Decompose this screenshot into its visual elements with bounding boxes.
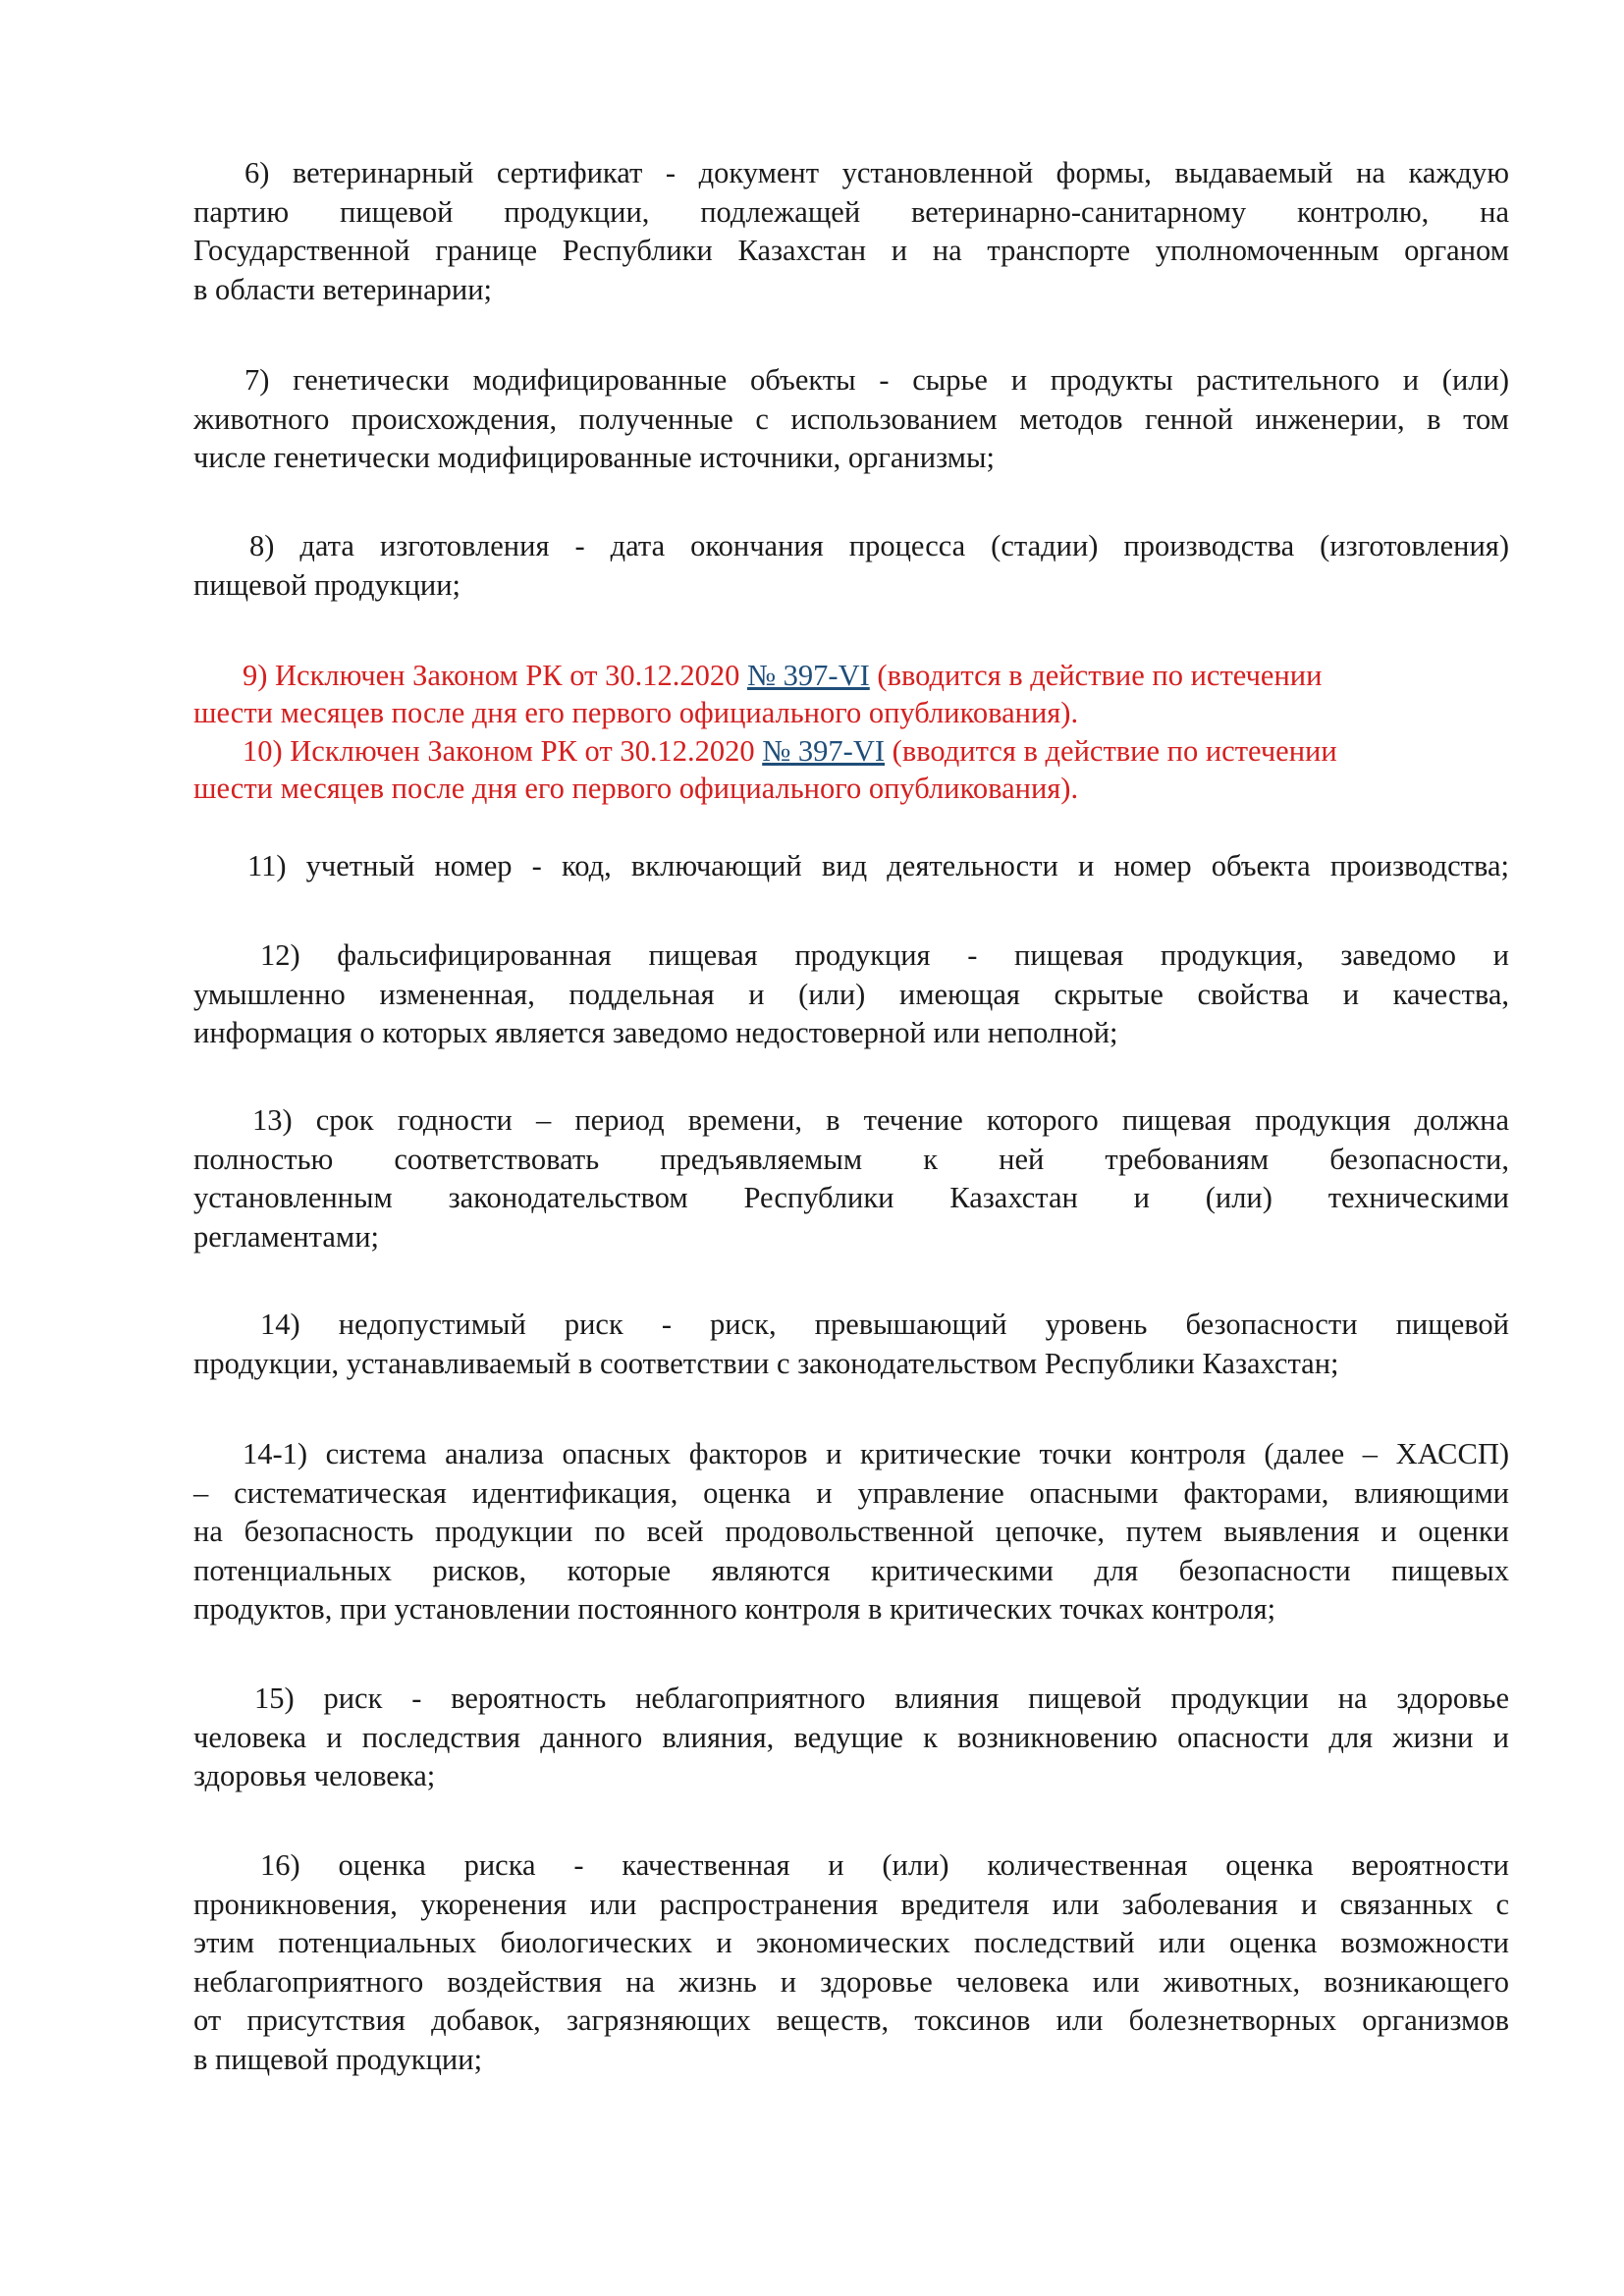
text-line: шести месяцев после дня его первого официального опубликования).: [193, 695, 1079, 729]
text-line: 14) недопустимый риск - риск, превышающий уровень безопасности пищевой: [260, 1308, 1509, 1341]
paragraph-14-1: [193, 1435, 1509, 1629]
text-line: 12) фальсифицированная пищевая продукция - пищевая продукция, заведомо и: [260, 938, 1509, 972]
text-line: от присутствия добавок, загрязняющих веществ, токсинов или болезнетворных организмов: [193, 2003, 1509, 2037]
excluded-suffix: (вводится в действие по истечении: [892, 734, 1337, 768]
text-line: проникновения, укоренения или распространения вредителя или заболевания и связанных с: [193, 1887, 1509, 1921]
text-line: 7) генетически модифицированные объекты - сырье и продукты растительного и (или): [244, 363, 1509, 397]
paragraph-15: [193, 1680, 1509, 1796]
text-line: 13) срок годности – период времени, в течение которого пищевая продукция должна: [252, 1103, 1509, 1137]
text-line: шести месяцев после дня его первого официального опубликования).: [193, 771, 1079, 805]
law-link[interactable]: № 397-VI: [762, 734, 886, 768]
paragraph-11: [193, 847, 1509, 886]
paragraph-7: [193, 361, 1509, 478]
text-line: 8) дата изготовления - дата окончания процесса (стадии) производства (изготовления): [249, 529, 1509, 562]
text-line: человека и последствия данного влияния, ведущие к возникновению опасности для жизни и: [193, 1720, 1509, 1754]
text-line: пищевой продукции;: [193, 567, 461, 602]
text-line: этим потенциальных биологических и экономических последствий или оценка возможности: [193, 1926, 1509, 1959]
excluded-paragraph-10: [193, 732, 1509, 808]
text-line: умышленно измененная, поддельная и (или) имеющая скрытые свойства и качества,: [193, 977, 1509, 1011]
text-line: 15) риск - вероятность неблагоприятного влияния пищевой продукции на здоровье: [254, 1682, 1509, 1715]
text-line: информация о которых является заведомо недостоверной или неполной;: [193, 1016, 1118, 1049]
text-line: потенциальных рисков, которые являются критическими для безопасности пищевых: [193, 1553, 1509, 1587]
text-line: установленным законодательством Республики Казахстан и (или) техническими: [193, 1181, 1509, 1214]
text-line: числе генетически модифицированные источники, организмы;: [193, 441, 995, 474]
excluded-prefix: 9) Исключен Законом РК от 30.12.2020: [243, 659, 740, 692]
paragraph-16: [193, 1846, 1509, 2079]
text-line: 6) ветеринарный сертификат - документ установленной формы, выдаваемый на каждую: [244, 156, 1509, 189]
text-line: – систематическая идентификация, оценка и управление опасными факторами, влияющими: [193, 1475, 1509, 1510]
text-line: полностью соответствовать предъявляемым к ней требованиям безопасности,: [193, 1142, 1509, 1176]
text-line: в области ветеринарии;: [193, 272, 493, 306]
paragraph-6: [193, 154, 1509, 309]
text-line: продукции, устанавливаемый в соответствии с законодательством Республики Казахстан;: [193, 1346, 1339, 1380]
excluded-paragraph-9: [193, 657, 1509, 732]
paragraph-13: [193, 1101, 1509, 1256]
paragraph-8: [193, 527, 1509, 605]
text-line: в пищевой продукции;: [193, 2042, 483, 2076]
text-line: регламентами;: [193, 1219, 380, 1254]
excluded-prefix: 10) Исключен Законом РК от 30.12.2020: [243, 734, 755, 768]
text-line: 16) оценка риска - качественная и (или) количественная оценка вероятности: [260, 1848, 1509, 1882]
text-line: животного происхождения, полученные с использованием методов генной инженерии, в том: [193, 401, 1509, 436]
paragraph-14: [193, 1306, 1509, 1383]
law-link[interactable]: № 397-VI: [746, 659, 870, 692]
text-line: 11) учетный номер - код, включающий вид деятельности и номер объекта производства;: [247, 849, 1509, 882]
text-line: 14-1) система анализа опасных факторов и критические точки контроля (далее – ХАССП): [243, 1437, 1509, 1470]
paragraph-12: [193, 936, 1509, 1053]
text-line: на безопасность продукции по всей продовольственной цепочке, путем выявления и оценки: [193, 1515, 1509, 1548]
text-line: Государственной границе Республики Казахстан и на транспорте уполномоченным органом: [193, 234, 1509, 267]
text-line: неблагоприятного воздействия на жизнь и здоровье человека или животных, возникающего: [193, 1964, 1509, 1999]
text-line: партию пищевой продукции, подлежащей ветеринарно-санитарному контролю, на: [193, 194, 1509, 229]
excluded-suffix: (вводится в действие по истечении: [877, 659, 1323, 692]
text-line: здоровья человека;: [193, 1759, 436, 1792]
text-line: продуктов, при установлении постоянного контроля в критических точках контроля;: [193, 1592, 1276, 1626]
